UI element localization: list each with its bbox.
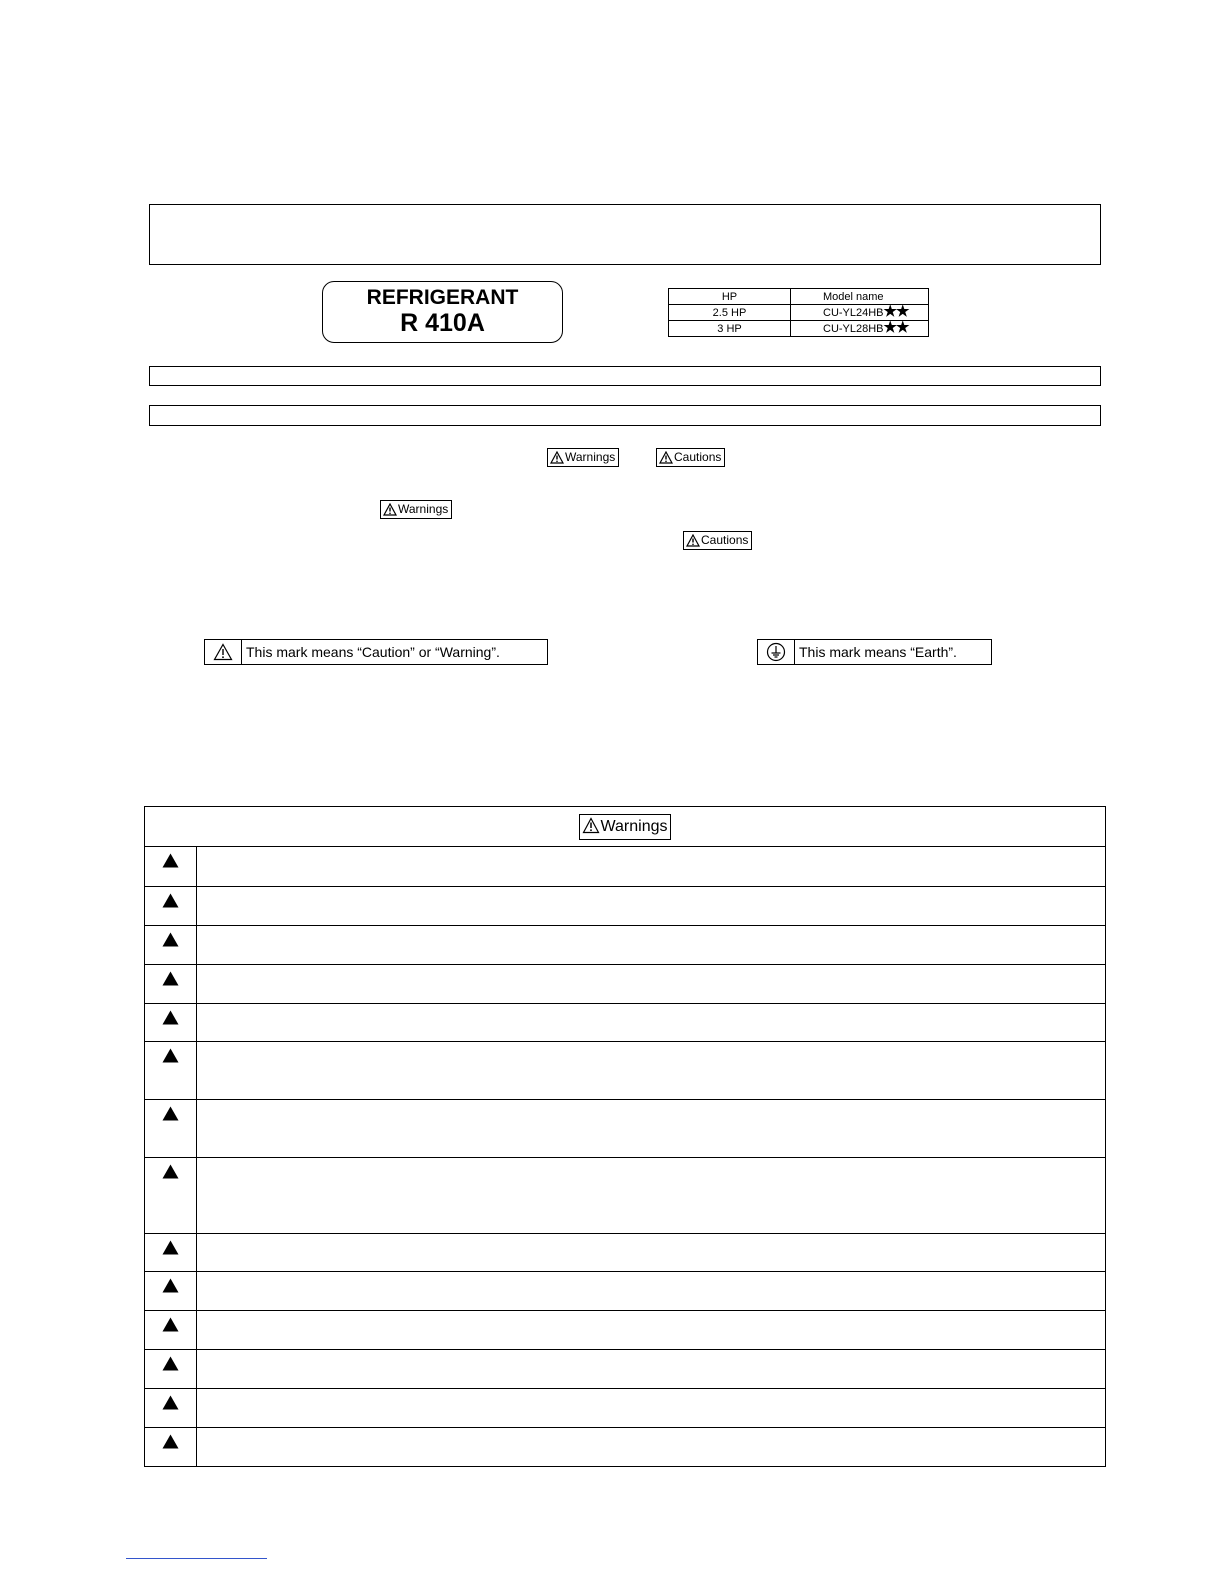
header-hp: HP [669,289,791,305]
row-marker [145,965,197,1003]
caution-legend-text: This mark means “Caution” or “Warning”. [246,644,500,660]
row-marker [145,1234,197,1271]
table-row [145,1158,1105,1234]
hp-cell: 2.5 HP [669,305,791,321]
warnings-table-header [145,807,1105,847]
row-content [197,965,1105,1003]
table-row [145,1272,1105,1311]
row-content [197,926,1105,964]
table-row [145,1428,1105,1466]
filled-triangle-icon [162,1395,179,1410]
row-marker [145,887,197,925]
filled-triangle-icon [162,932,179,947]
row-marker [145,1350,197,1388]
row-marker [145,1100,197,1157]
row-content [197,1428,1105,1466]
warnings-tag [547,448,619,467]
filled-triangle-icon [162,893,179,908]
refrigerant-label-line1: REFRIGERANT [366,286,519,309]
row-content [197,1234,1105,1271]
row-marker [145,926,197,964]
earth-legend [757,639,992,665]
filled-triangle-icon [162,971,179,986]
earth-legend-text: This mark means “Earth”. [799,644,957,660]
warning-triangle-icon [659,451,673,464]
row-content [197,1004,1105,1041]
table-row [145,1004,1105,1042]
earth-ground-icon [766,642,786,662]
table-row [669,321,929,337]
section-box-1 [149,366,1101,386]
filled-triangle-icon [162,1106,179,1121]
row-marker [145,847,197,886]
warnings-tag [380,500,452,519]
table-row [145,1100,1105,1158]
section-box-2 [149,405,1101,426]
filled-triangle-icon [162,853,179,868]
filled-triangle-icon [162,1048,179,1063]
row-content [197,1350,1105,1388]
row-content [197,1311,1105,1349]
filled-triangle-icon [162,1278,179,1293]
warnings-tag-label: Warnings [398,502,449,516]
hp-cell: 3 HP [669,321,791,337]
table-row [145,847,1105,887]
table-row [145,965,1105,1004]
model-suffix: ★★ [883,319,909,336]
model-name: CU-YL28HB [823,323,884,335]
cautions-tag [683,531,752,550]
row-content [197,1272,1105,1310]
filled-triangle-icon [162,1164,179,1179]
warnings-table-body [145,847,1105,1466]
refrigerant-label [322,281,563,343]
warning-triangle-icon [213,643,233,661]
table-row [145,1311,1105,1350]
caution-legend [204,639,548,665]
row-content [197,1389,1105,1427]
warning-triangle-icon [550,451,564,464]
row-content [197,1158,1105,1233]
refrigerant-label-line2: R 410A [400,309,485,337]
model-name: CU-YL24HB [823,307,884,319]
cautions-tag [656,448,725,467]
table-row [145,1042,1105,1100]
model-table [668,288,929,337]
row-content [197,1042,1105,1099]
table-row [145,1389,1105,1428]
table-row [145,887,1105,926]
row-marker [145,1042,197,1099]
row-marker [145,1158,197,1233]
row-marker [145,1272,197,1310]
footer-rule [126,1558,267,1559]
filled-triangle-icon [162,1010,179,1025]
warnings-tag-label: Warnings [565,450,616,464]
cautions-tag-label: Cautions [674,450,722,464]
header-model-name: Model name [791,289,929,305]
warning-triangle-icon [582,817,600,834]
row-marker [145,1389,197,1427]
warnings-title-tag [579,814,672,840]
earth-legend-symbol [758,640,795,664]
filled-triangle-icon [162,1317,179,1332]
cautions-tag-label: Cautions [701,533,749,547]
table-row [145,1234,1105,1272]
warning-triangle-icon [686,534,700,547]
model-cell [791,321,929,337]
caution-legend-symbol [205,640,242,664]
filled-triangle-icon [162,1434,179,1449]
row-content [197,1100,1105,1157]
row-marker [145,1004,197,1041]
row-content [197,847,1105,886]
row-marker [145,1311,197,1349]
table-row [145,926,1105,965]
filled-triangle-icon [162,1356,179,1371]
header-box [149,204,1101,265]
table-row [145,1350,1105,1389]
warning-triangle-icon [383,503,397,516]
row-marker [145,1428,197,1466]
filled-triangle-icon [162,1240,179,1255]
warnings-title-label: Warnings [600,817,668,835]
model-suffix: ★★ [883,303,909,320]
warnings-table [144,806,1106,1467]
row-content [197,887,1105,925]
